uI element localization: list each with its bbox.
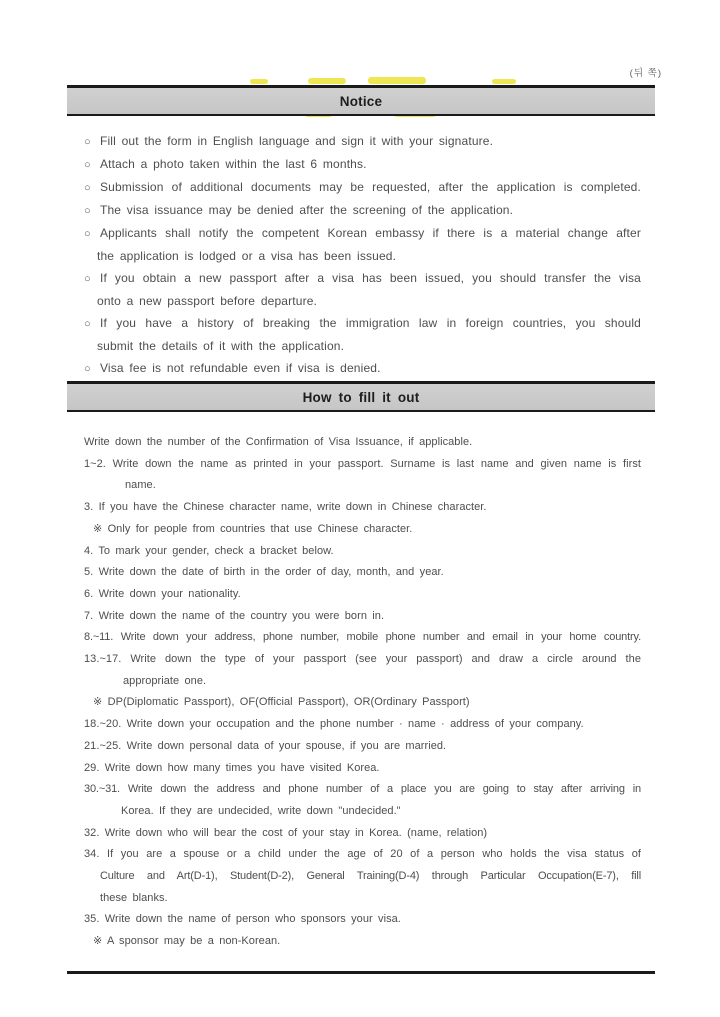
howto-line: 18.~20. Write down your occupation and the phone number · name · address of your company. <box>84 718 584 731</box>
howto-line: 8.~11. Write down your address, phone number, mobile phone number and email in your home country. <box>84 631 641 644</box>
howto-line: appropriate one. <box>123 674 207 687</box>
line-text: Applicants shall notify the competent Korean embassy if there is a material change after <box>100 226 641 240</box>
highlight-dash <box>250 79 268 84</box>
notice-line <box>84 357 641 380</box>
line-text: Attach a photo taken within the last 6 months. <box>100 157 367 171</box>
howto-line: 7. Write down the name of the country you were born in. <box>84 609 385 622</box>
howto-line: 6. Write down your nationality. <box>84 587 241 600</box>
howto-line: 21.~25. Write down personal data of your spouse, if you are married. <box>84 739 447 752</box>
howto-line: ※ Only for people from countries that use Chinese character. <box>93 522 413 535</box>
notice-line <box>84 267 641 290</box>
notice-title: Notice <box>339 93 383 109</box>
howto-line: 5. Write down the date of birth in the order of day, month, and year. <box>84 566 444 579</box>
howto-line: these blanks. <box>100 891 168 904</box>
bottom-rule <box>67 971 655 974</box>
bullet-circle-icon: ○ <box>84 159 91 171</box>
notice-line <box>84 312 641 335</box>
howto-line: name. <box>125 479 156 492</box>
notice-list <box>84 130 641 380</box>
notice-line <box>84 199 641 222</box>
howto-line: Culture and Art(D-1), Student(D-2), General Training(D-4) through Particular Occupation(E-7), fill <box>100 870 641 883</box>
bullet-circle-icon: ○ <box>84 273 91 285</box>
bullet-circle-icon: ○ <box>84 363 91 375</box>
notice-header-bar <box>67 85 655 116</box>
highlight-dash <box>368 77 426 84</box>
notice-line <box>84 130 641 153</box>
bullet-circle-icon: ○ <box>84 136 91 148</box>
howto-header-bar <box>67 381 655 412</box>
line-text: If you obtain a new passport after a visa has been issued, you should transfer the visa <box>100 271 641 285</box>
howto-line: 1~2. Write down the name as printed in your passport. Surname is last name and given name is first <box>84 457 641 470</box>
bullet-circle-icon: ○ <box>84 228 91 240</box>
line-text: Fill out the form in English language and sign it with your signature. <box>100 134 494 148</box>
notice-line: onto a new passport before departure. <box>97 294 318 308</box>
notice-line: submit the details of it with the application. <box>97 339 345 353</box>
line-text: Visa fee is not refundable even if visa is denied. <box>100 361 381 375</box>
bullet-circle-icon: ○ <box>84 182 91 194</box>
howto-list <box>84 432 641 953</box>
notice-line: the application is lodged or a visa has been issued. <box>97 249 397 263</box>
howto-line: 4. To mark your gender, check a bracket below. <box>84 544 334 557</box>
highlight-dash <box>492 79 516 84</box>
line-text: The visa issuance may be denied after the screening of the application. <box>100 203 514 217</box>
howto-line: Write down the number of the Confirmation of Visa Issuance, if applicable. <box>84 436 473 448</box>
howto-line: ※ DP(Diplomatic Passport), OF(Official Passport), OR(Ordinary Passport) <box>93 696 470 709</box>
notice-line <box>84 153 641 176</box>
howto-line: 30.~31. Write down the address and phone number of a place you are going to stay after arriving in <box>84 783 641 796</box>
howto-line: 35. Write down the name of person who sponsors your visa. <box>84 913 401 926</box>
notice-line <box>84 222 641 245</box>
bullet-circle-icon: ○ <box>84 318 91 330</box>
page-side-label: (뒤 쪽) <box>629 68 662 79</box>
howto-line: Korea. If they are undecided, write down "undecided." <box>121 804 401 817</box>
howto-line: 13.~17. Write down the type of your passport (see your passport) and draw a circle around the <box>84 653 641 666</box>
highlight-dash <box>308 78 346 84</box>
howto-title: How to fill it out <box>302 389 420 405</box>
notice-line <box>84 176 641 199</box>
howto-line: 34. If you are a spouse or a child under the age of 20 of a person who holds the visa status of <box>84 848 641 861</box>
line-text: If you have a history of breaking the immigration law in foreign countries, you should <box>100 316 641 330</box>
howto-line: 29. Write down how many times you have visited Korea. <box>84 761 380 774</box>
bullet-circle-icon: ○ <box>84 205 91 217</box>
howto-line: 3. If you have the Chinese character name, write down in Chinese character. <box>84 501 487 514</box>
line-text: Submission of additional documents may be requested, after the application is completed. <box>100 180 641 194</box>
howto-line: ※ A sponsor may be a non-Korean. <box>93 935 281 948</box>
howto-line: 32. Write down who will bear the cost of your stay in Korea. (name, relation) <box>84 826 488 839</box>
